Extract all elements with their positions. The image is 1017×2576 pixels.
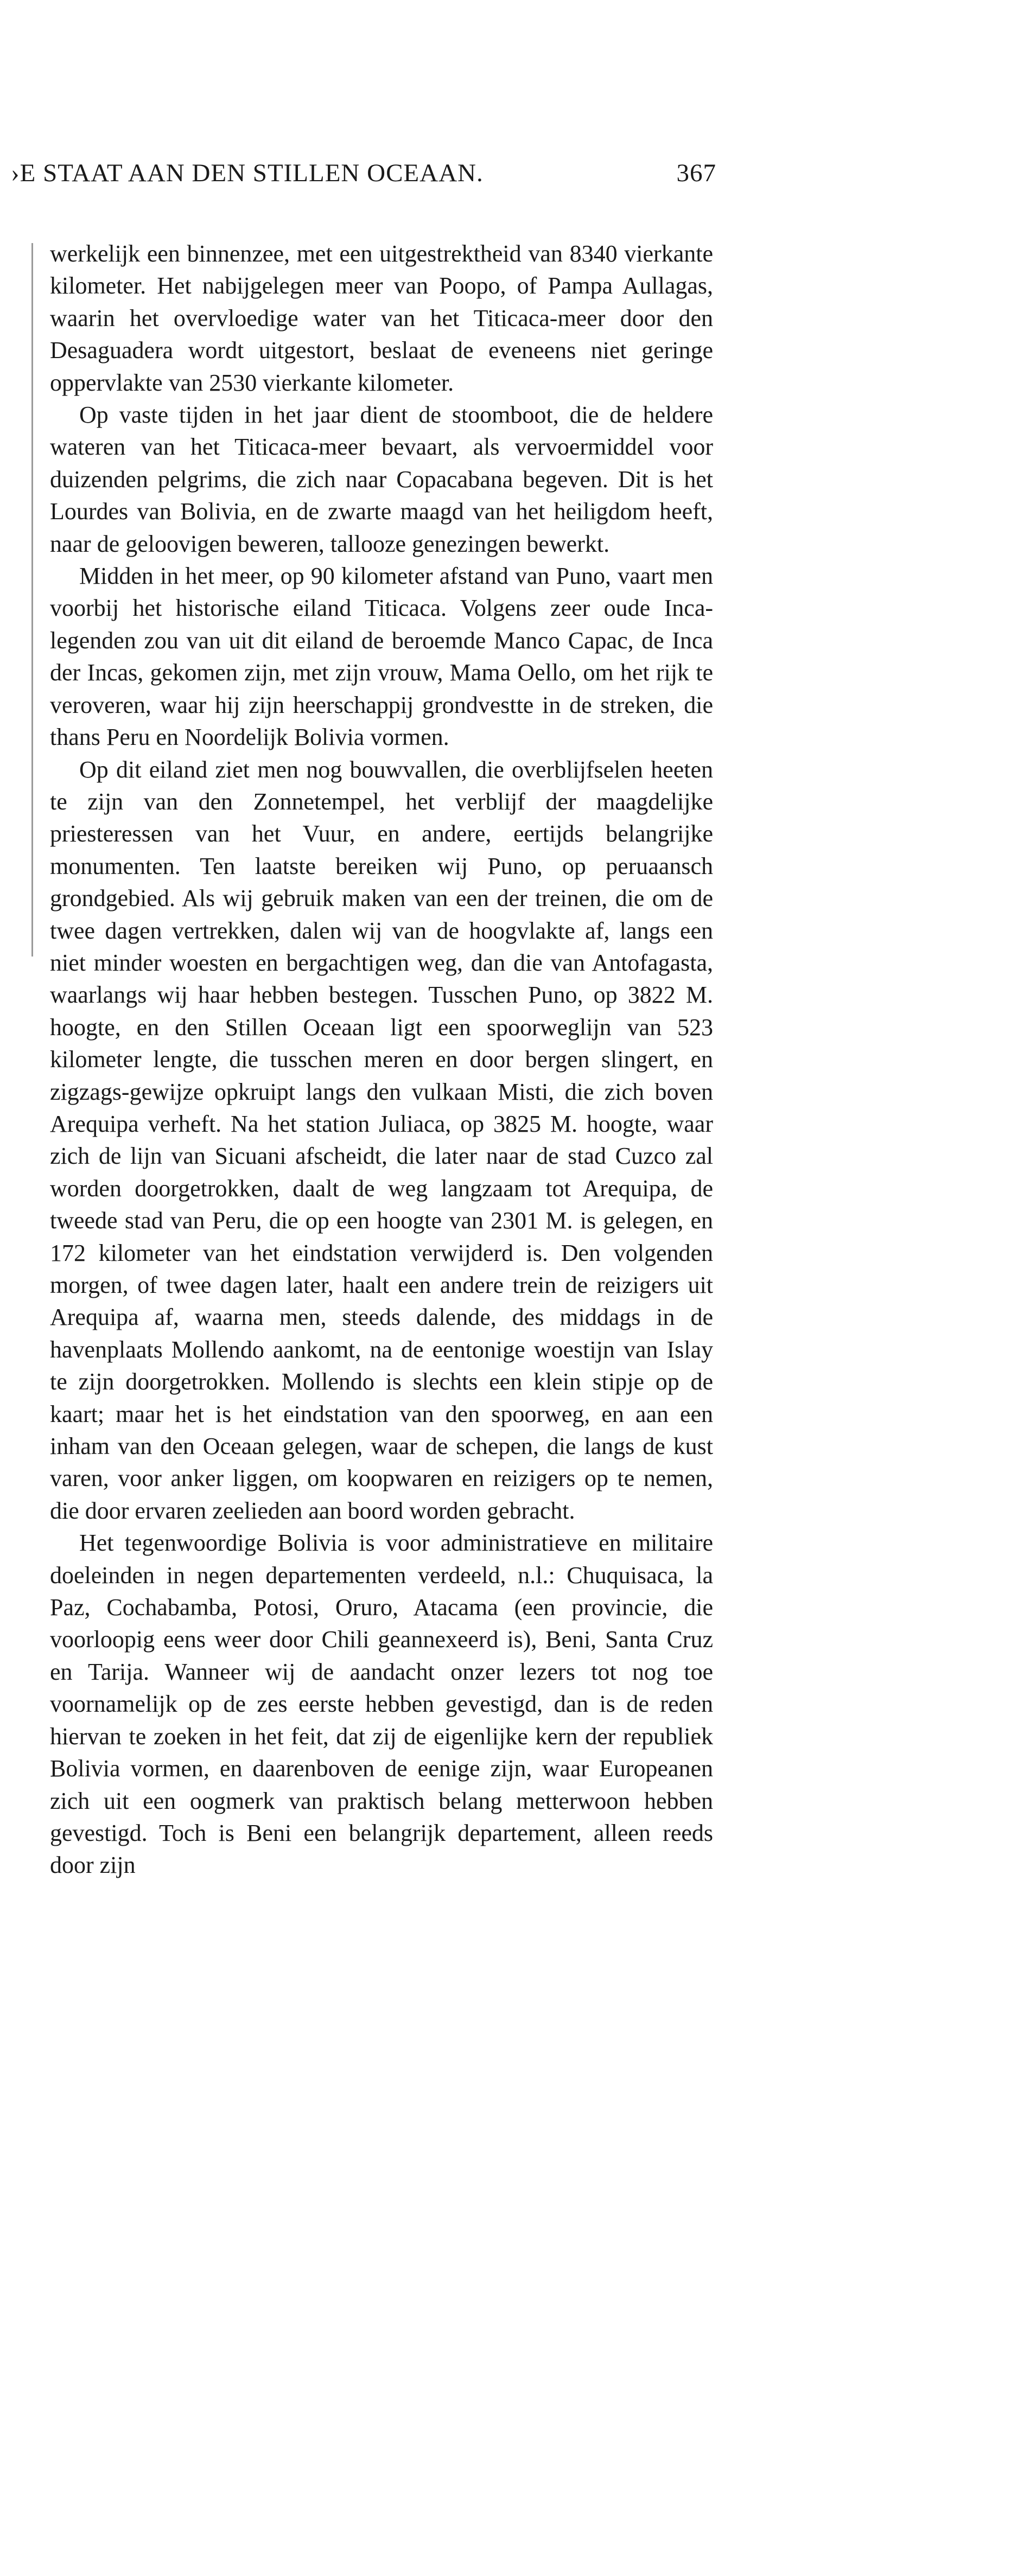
page-number: 367 [676, 159, 716, 187]
running-title: ›E STAAT AAN DEN STILLEN OCEAAN. [11, 159, 484, 187]
body-text [50, 238, 713, 1882]
paragraph-5: Het tegenwoordige Bolivia is voor administratieve en militaire doeleinden in negen departementen verdeeld, n.l.: Chuquisaca, la Paz, Cochabamba, Potosi, Oruro, Atacama (een provincie, die voorloopig eens weer door Chili geannexeerd is), Beni, Santa Cruz en Tarija. Wanneer wij de aandacht onzer lezers tot nog toe voornamelijk op de zes eerste hebben gevestigd, dan is de reden hiervan te zoeken in het feit, dat zij de eigenlijke kern der republiek Bolivia vormen, en daarenboven de eenige zijn, waar Europeanen zich uit een oogmerk van praktisch belang metterwoon hebben gevestigd. Toch is Beni een belangrijk departement, alleen reeds door zijn [50, 1529, 713, 1879]
paragraph-3: Midden in het meer, op 90 kilometer afstand van Puno, vaart men voorbij het historische eiland Titicaca. Volgens zeer oude Inca-legenden zou van uit dit eiland de beroemde Manco Capac, de Inca der Incas, gekomen zijn, met zijn vrouw, Mama Oello, om het rijk te veroveren, waar hij zijn heerschappij grondvestte in de streken, die thans Peru en Noordelijk Bolivia vormen. [50, 563, 713, 751]
paragraph-1: werkelijk een binnenzee, met een uitgestrektheid van 8340 vierkante kilometer. Het nabijgelegen meer van Poopo, of Pampa Aullagas, waarin het overvloedige water van het Titicaca-meer door den Desaguadera wordt uitgestort, beslaat de eveneens niet geringe oppervlakte van 2530 vierkante kilometer. [50, 240, 713, 396]
paragraph-2: Op vaste tijden in het jaar dient de stoomboot, die de heldere wateren van het Titicaca-meer bevaart, als vervoermiddel voor duizenden pelgrims, die zich naar Copacabana begeven. Dit is het Lourdes van Bolivia, en de zwarte maagd van het heiligdom heeft, naar de geloovigen beweren, tallooze genezingen bewerkt. [50, 401, 713, 557]
paragraph-4: Op dit eiland ziet men nog bouwvallen, die overblijfselen heeten te zijn van den Zonnetempel, het verblijf der maagdelijke priesteressen van het Vuur, en andere, eertijds belangrijke monumenten. Ten laatste bereiken wij Puno, op peruaansch grondgebied. Als wij gebruik maken van een der treinen, die om de twee dagen vertrekken, dalen wij van de hoogvlakte af, langs een niet minder woesten en bergachtigen weg, dan die van Antofagasta, waarlangs wij haar hebben bestegen. Tusschen Puno, op 3822 M. hoogte, en den Stillen Oceaan ligt een spoorweglijn van 523 kilometer lengte, die tusschen meren en door bergen slingert, en zigzags-gewijze opkruipt langs den vulkaan Misti, die zich boven Arequipa verheft. Na het station Juliaca, op 3825 M. hoogte, waar zich de lijn van Sicuani afscheidt, die later naar de stad Cuzco zal worden doorgetrokken, daalt de weg langzaam tot Arequipa, de tweede stad van Peru, die op een hoogte van 2301 M. is gelegen, en 172 kilometer van het eindstation verwijderd is. Den volgenden morgen, of twee dagen later, haalt een andere trein de reizigers uit Arequipa af, waarna men, steeds dalende, des middags in de havenplaats Mollendo aankomt, na de eentonige woestijn van Islay te zijn doorgetrokken. Mollendo is slechts een klein stipje op de kaart; maar het is het eindstation van den spoorweg, en aan een inham van den Oceaan gelegen, waar de schepen, die langs de kust varen, voor anker liggen, om koopwaren en reizigers op te nemen, die door ervaren zeelieden aan boord worden gebracht. [50, 756, 713, 1524]
margin-rule [31, 243, 33, 957]
page-header [11, 158, 716, 196]
